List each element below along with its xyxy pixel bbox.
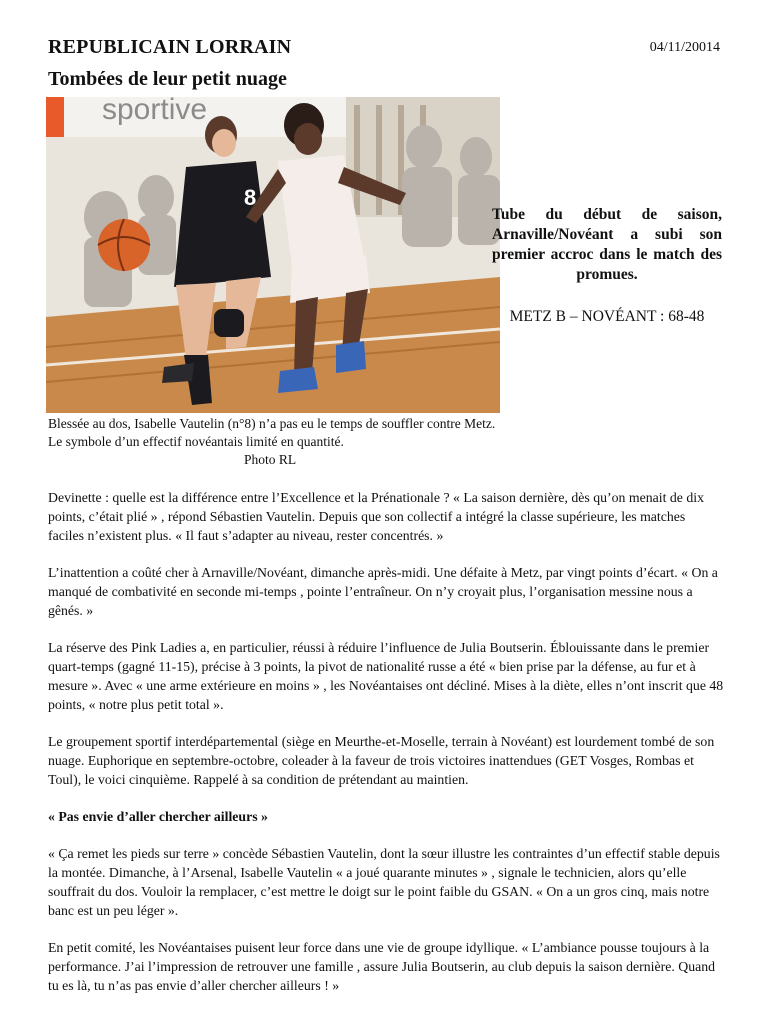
article-headline: Tombées de leur petit nuage — [48, 68, 287, 90]
jersey-number: 8 — [244, 185, 257, 210]
section-subheading: « Pas envie d’aller chercher ailleurs » — [48, 809, 268, 824]
article-body — [48, 488, 724, 1013]
match-score: METZ B – NOVÉANT : 68-48 — [509, 308, 705, 325]
paragraph-6: En petit comité, les Novéantaises puisent leur force dans une vie de groupe idyllique. « L’ambiance pousse toujours à la performance. J’ai l’impression de retrouver une famille , assure Julia Boutserin, au club depuis la saison dernière. Quand tu es là, tu n’as pas envie d’aller chercher ailleurs ! » — [48, 940, 716, 993]
article-photo — [46, 97, 500, 413]
caption-text: Blessée au dos, Isabelle Vautelin (n°8) n’a pas eu le temps de souffler contre Metz. Le symbole d’un effectif novéantais limité en quantité. — [48, 416, 496, 449]
basketball-photo-illustration — [46, 97, 500, 413]
photo-caption — [48, 415, 500, 469]
newspaper-name: REPUBLICAIN LORRAIN — [48, 36, 292, 58]
article-sidebar — [492, 205, 722, 327]
paragraph-3: La réserve des Pink Ladies a, en particulier, réussi à réduire l’influence de Julia Boutserin. Éblouissante dans le premier quart-temps (gagné 11-15), précise à 3 points, la pivot de nationalité russe a été « bien prise par la défense, au fur et à mesure ». Avec « une arme extérieure en moins » , les Novéantaises ont décliné. Mises à la diète, elles n’ont inscrit que 48 points, « notre plus petit total ». — [48, 640, 724, 712]
banner-text: sportive — [102, 97, 208, 126]
article-date: 04/11/20014 — [649, 40, 720, 55]
sidebar-lead: Tube du début de saison, Arnaville/Novéant a subi son premier accroc dans le match des promues. — [492, 206, 722, 283]
paragraph-1: Devinette : quelle est la différence entre l’Excellence et la Prénationale ? « La saison dernière, dès qu’on menait de dix points, c’était plié » , répond Sébastien Vautelin. Depuis que son collectif a intégré la classe supérieure, les matches faciles n’existent plus. « Il faut s’adapter au niveau, rester concentrés. » — [48, 490, 704, 543]
basketball — [98, 219, 150, 271]
paragraph-5: « Ça remet les pieds sur terre » concède Sébastien Vautelin, dont la sœur illustre les contraintes d’un effectif stable depuis la montée. Dimanche, à l’Arsenal, Isabelle Vautelin « a joué quarante minutes » , signale le technicien, alors qu’elle souffrait du dos. Vouloir la remplacer, c’est mettre le doigt sur le point faible du GSAN. « On a un gros cinq, mais notre banc est un peu léger ». — [48, 846, 720, 918]
paragraph-4: Le groupement sportif interdépartemental (siège en Meurthe-et-Moselle, terrain à Novéant) est lourdement tombé de son nuage. Euphorique en septembre-octobre, coleader à la faveur de trois victoires inattendues (GET Vosges, Rombas et Toul), le voici cinquième. Rappelé à sa condition de prétendant au maintien. — [48, 734, 715, 787]
paragraph-2: L’inattention a coûté cher à Arnaville/Novéant, dimanche après-midi. Une défaite à Metz, par vingt points d’écart. « On a manqué de combativité en seconde mi-temps , pointe l’entraîneur. On n’y croyait plus, l’organisation messine nous a gênés. » — [48, 565, 718, 618]
photo-credit: Photo RL — [244, 452, 297, 467]
